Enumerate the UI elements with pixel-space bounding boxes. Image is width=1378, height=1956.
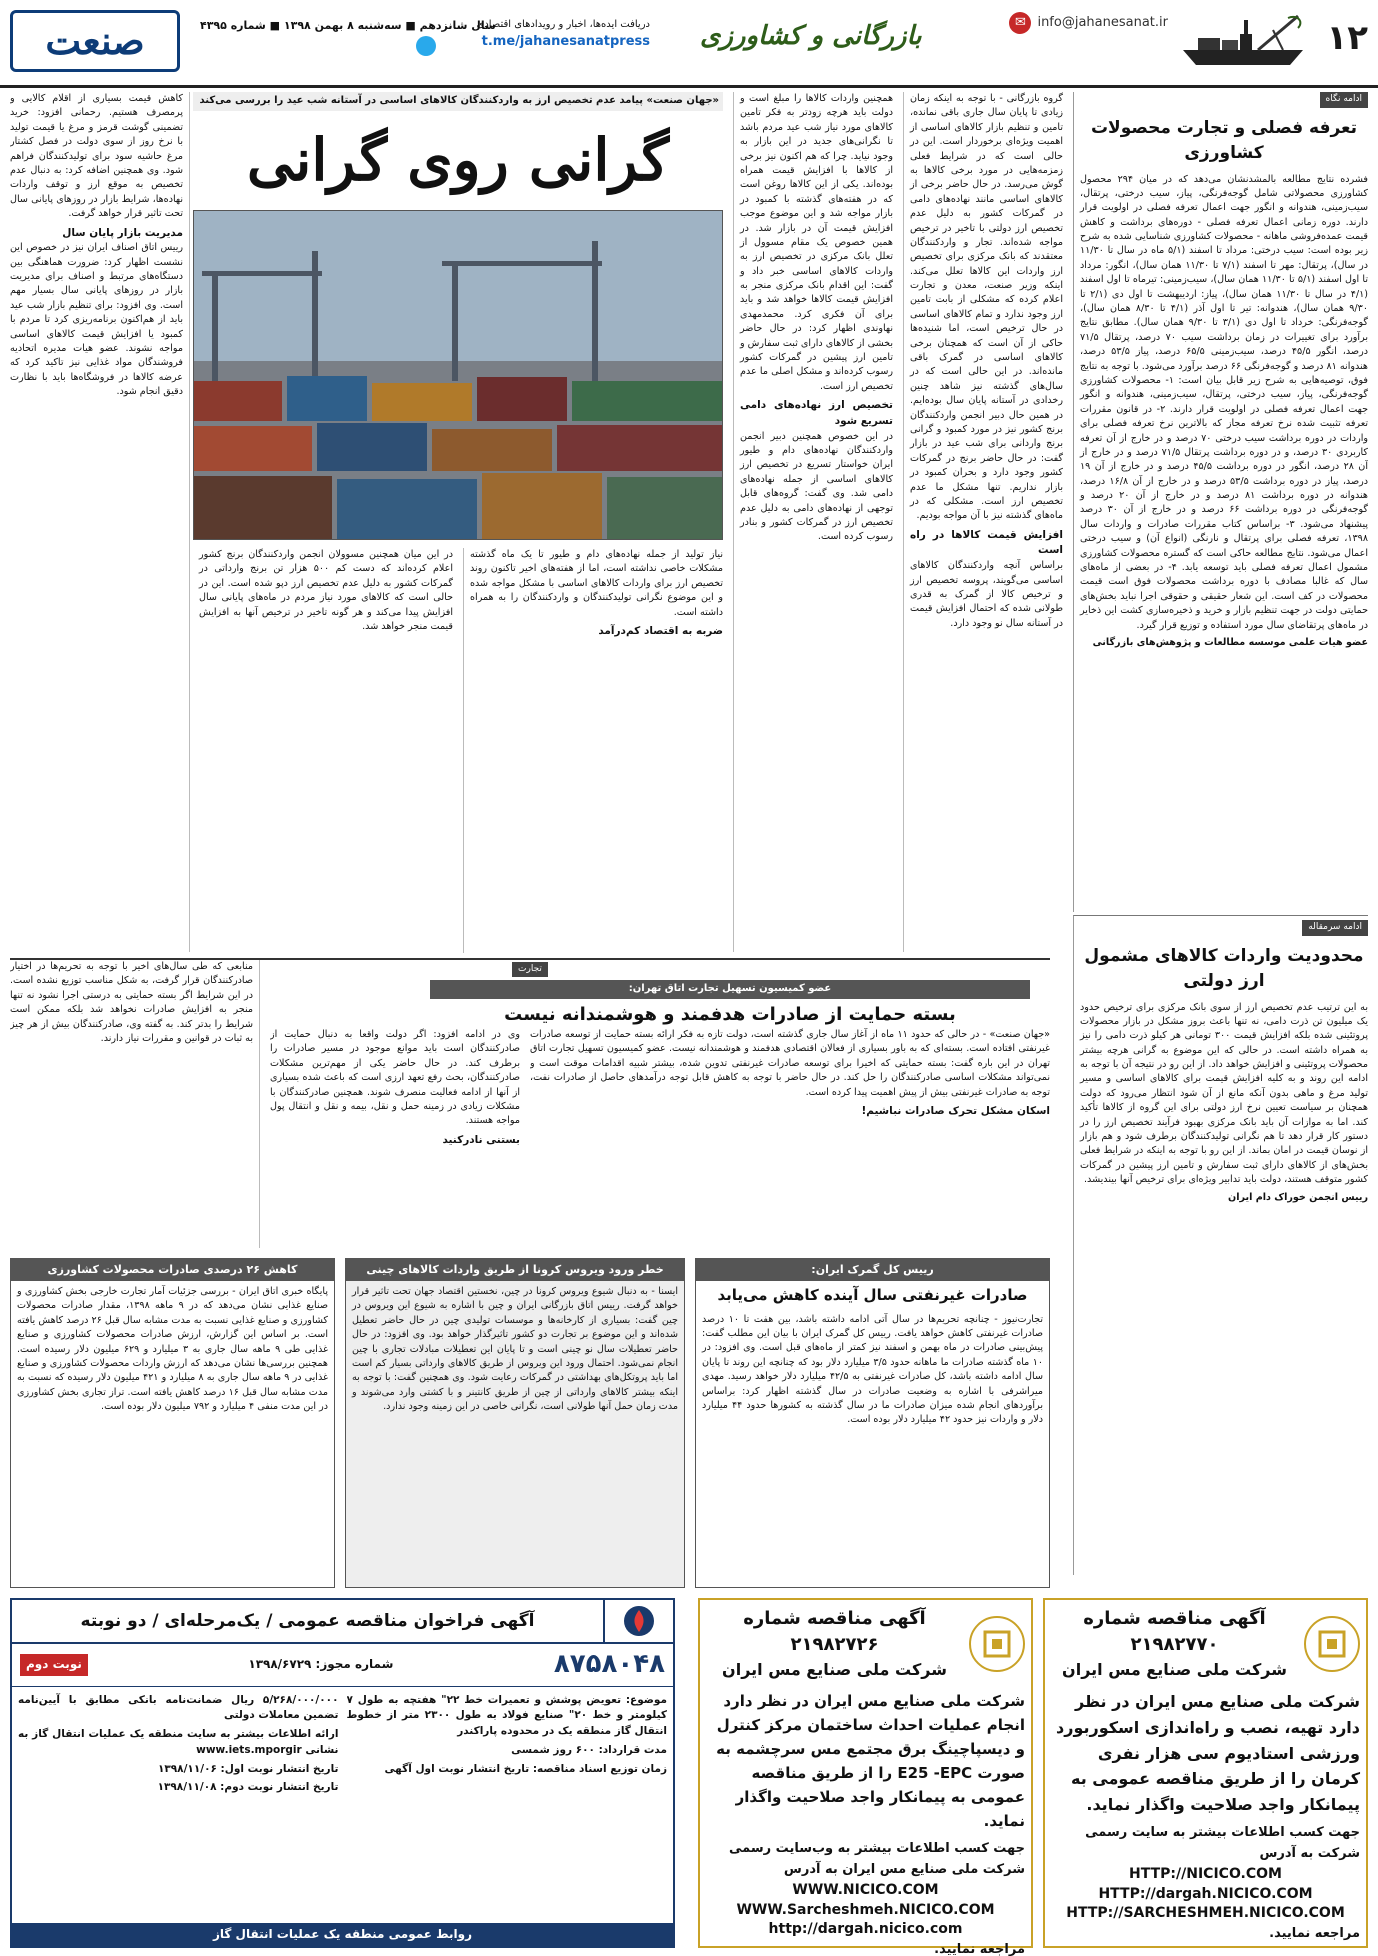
company-logo-icon	[969, 1616, 1025, 1672]
subheading: افزایش قیمت کالاها در راه است	[910, 528, 1063, 557]
ad-number: ۸۷۵۸۰۴۸	[553, 1649, 665, 1679]
author-note: رییس انجمن خوراک دام ایران	[1228, 1191, 1368, 1203]
ad-contact: جهت کسب اطلاعات بیشتر به وب‌سایت رسمی شرکت ملی صنایع مس ایران به آدرس	[729, 1841, 1025, 1878]
article-body: گروه بازرگانی - با توجه به اینکه زمان زیادی تا پایان سال جاری باقی نمانده، تامین و تنظیم بازار کالاهای اساسی از اهمیت ویژه‌ای برخوردار است. این در حالی است که در شرایط فعلی زمزمه‌هایی در مورد برخی کالاها به گوش می‌رسد. در حال حاضر برخی از کالاهای اساسی مانند نهاده‌های دامی در گمرکات کشور به دلیل عدم تخصیص ارز دولتی با تاخیر در ترخیص مواجه شده‌اند. تجار و واردکنندگان معتقدند که بانک مرکزی برای تخصیص ارز واردات این کالاها تعلل می‌کند. اینکه وزیر صنعت، معدن و تجارت اعلام کرده که مشکلی از بابت تامین ارز وجود ندارد و تمام کالاهای اساسی در حال ترخیص است، اما شنیده‌ها حاکی از آن است که همچنان برخی کالاهای اساسی در گمرک باقی مانده‌اند. در این حالی است که در سال‌های گذشته نیز شاهد چنین رخدادی در آستانه پایان سال بوده‌ایم. در همین حال دبیر انجمن واردکنندگان برنج کشور نیز در مورد کمبود و گرانی برنج واردانی برای شب عید در بازار گفت: در حال حاضر برنج در گمرکات کشور وجود دارد و بحران کمبود در بازار نداریم. تنها مشکل ما عدم تخصیص ارز است. مشکلی که در ماه‌های گذشته نیز با آن مواجه بودیم.	[910, 93, 1063, 522]
ad-footer: روابط عمومی منطقه یک عملیات انتقال گاز	[12, 1923, 673, 1946]
column-5	[10, 92, 190, 952]
news-box-customs	[695, 1258, 1050, 1588]
middle-band	[10, 958, 1050, 1248]
subheading: مدیریت بازار پایان سال	[62, 226, 183, 239]
article-body	[270, 1028, 520, 1248]
article-title: تعرفه فصلی و تجارت محصولات کشاورزی	[1090, 117, 1358, 163]
ad-date: تاریخ انتشار نوبت دوم: ۱۳۹۸/۱۱/۰۸	[157, 1781, 339, 1794]
article-title: محدودیت واردات کالاهای مشمول ارز دولتی	[1084, 945, 1364, 991]
article-text: وی در ادامه افزود: اگر دولت واقعا به دنبال حمایت از صادرکنندگان است باید موانع موجود در مسیر صادرات را برطرف کند. در حال حاضر یکی از مهم‌ترین مشکلات صادرکنندگان، بحث رفع تعهد ارزی است که باعث شده بسیاری از آنها از ادامه فعالیت منصرف شوند. همچنین صادرکنندگان با مشکلات زیادی در زمینه حمل و نقل، بیمه و نقل و انتقال پول مواجه هستند.	[270, 1029, 520, 1127]
column-2	[903, 92, 1063, 952]
ad-deposit: ۵/۲۶۸/۰۰۰/۰۰۰ ریال ضمانت‌نامه بانکی مطابق با آیین‌نامه تضمین معاملات دولتی	[18, 1693, 339, 1722]
column-3	[733, 92, 893, 952]
box-body	[696, 1313, 1049, 1573]
article-title: بسته حمایت از صادرات هدفمند و هوشمندانه نیست	[504, 1004, 956, 1025]
page-header	[0, 0, 1378, 88]
article-body: همچنین واردات کالاها را مبلغ است و دولت باید هرچه زودتر به فکر تامین کالاهای مورد نیاز شب عید مردم باشد تا نگرانی‌های جدید در این بازار به وجود نیاید. چرا که هم اکنون نیز برخی از کالاها با افزایش قیمت همراه بوده‌اند. یکی از این کالاها روغن است که در هفته‌های گذشته با کمبود در بازار مواجه شد و این موضوع موجب افزایش قیمت آن در بازار شد. در همین خصوص یک مقام مسوول از تعلل بانک مرکزی در تخصیص ارز به واردات کالاهای اساسی خبر داد و گفت: این اقدام بانک مرکزی منجر به افزایش قیمت کالاها خواهد شد و باید برای آن فکری کرد. محمدمهدی نهاوندی اظهار کرد: در حال حاضر بخشی از کالاهای دارای ثبت سفارش و تامین ارز پیشین در گمرکات کشور رسوب کرده‌اند و مشکل اصلی ما عدم تخصیص ارز است.	[740, 93, 893, 392]
ad-url[interactable]: HTTP://NICICO.COM	[1129, 1865, 1282, 1882]
box-text: تجارت‌نیوز - چنانچه تحریم‌ها در سال آتی ادامه داشته باشد، بین هفت تا ۱۰ درصد صادرات غیرنفتی کاهش خواهد یافت. رییس کل گمرک ایران با بیان این مطلب گفت: پیش‌بینی صادرات در ماه بهمن و اسفند نیز کمتر از ماه‌های قبل است. وی افزود: در ۱۰ ماه گذشته صادرات ما ماهانه حدود ۳/۵ میلیارد دلار بود که چنانچه این روند تا پایان سال ادامه داشته باشد، کل صادرات غیرنفتی به ۴۲/۵ میلیارد دلار خواهد رسید. مهدی میراشرفی با اشاره به وضعیت صادرات در سال گذشته اظهار کرد: براساس برآوردهای انجام شده میزان صادرات ما در سال گذشته به کشورها حدود ۴۴ میلیارد دلار و واردات نیز حدود ۴۲ میلیارد دلار بوده است.	[702, 1313, 1044, 1426]
page-number: ۱۲	[1326, 18, 1368, 58]
email-contact[interactable]	[1009, 12, 1168, 34]
kicker: ادامه نگاه	[1320, 92, 1368, 108]
subheading: ضربه به اقتصاد کم‌درآمد	[598, 624, 723, 637]
box-title: کاهش ۲۶ درصدی صادرات محصولات کشاورزی	[11, 1259, 334, 1281]
article-body: در این خصوص همچنین دبیر انجمن واردکنندگان نهاده‌های دام و طیور ایران خواستار تسریع در تخصیص ارز کالاهای اساسی از جمله نهاده‌های دامی شد. وی گفت: گروه‌های قابل توجهی از نهاده‌های دامی به دلیل عدم تخصیص ارز در گمرکات کشور و بنادر رسوب کرده است.	[740, 430, 893, 543]
section-title: بازرگانی و کشاورزی	[700, 21, 922, 51]
ad-details-right	[347, 1693, 668, 1917]
ad-distribution: زمان توزیع اسناد مناقصه: تاریخ انتشار نوبت اول آگهی	[384, 1762, 667, 1775]
article-body: در این میان همچنین مسوولان انجمن واردکنندگان برنج کشور اعلام کرده‌اند که دست کم ۵۰۰ هزار تن برنج وارداتی در گمرکات کشور به دلیل عدم تخصیص ارز دپو شده است. این در حالی است که کالاهای مورد نیاز مردم در ماه‌های پایانی سال افزایش پیدا می‌کند و هر گونه تاخیر در ترخیص آنها به افزایش قیمت منجر خواهد شد.	[199, 549, 453, 632]
telegram-icon	[416, 36, 436, 56]
main-story-left	[193, 548, 453, 953]
kicker: تجارت	[512, 962, 548, 977]
email-icon: ✉	[1009, 12, 1031, 34]
telegram-handle[interactable]: t.me/jahanesanatpress	[481, 33, 650, 49]
ad-url[interactable]: HTTP://dargah.NICICO.COM	[1098, 1885, 1313, 1902]
box-body	[346, 1281, 684, 1581]
ad-url[interactable]: WWW.Sarcheshmeh.NICICO.COM	[736, 1901, 995, 1918]
email-text: info@jahanesanat.ir	[1037, 14, 1168, 30]
box-subtitle: صادرات غیرنفتی سال آینده کاهش می‌یابد	[717, 1285, 1028, 1304]
containers-illustration	[193, 211, 722, 540]
ad-date: تاریخ انتشار نوبت اول: ۱۳۹۸/۱۱/۰۶	[157, 1762, 339, 1775]
article-text: «جهان صنعت» - در حالی که حدود ۱۱ ماه از آغاز سال جاری گذشته است، دولت تازه به فکر ارائه بسته حمایت از توسعه صادرات غیرنفتی افتاده است. بسته‌ای که به باور بسیاری از فعالان اقتصادی هدفمند و هوشمندانه نیست. عضو کمیسیون تسهیل تجارت اتاق تهران در این باره گفت: بسته حمایتی که اخیرا برای توسعه صادرات غیرنفتی تدوین شده، بیشتر شبیه اقدامات موقت است و نمی‌تواند مشکلات اساسی صادرکنندگان را حل کند. در حال حاضر با توجه به کاهش قابل توجه درآمدهای حاصل از صادرات نفت، توجه به صادرات غیرنفتی بیش از پیش اهمیت پیدا کرده است.	[530, 1029, 1050, 1098]
subheading: اسکان مشکل تحرک صادرات نباشیم!	[861, 1104, 1050, 1117]
ad-duration: مدت قرارداد: ۶۰۰ روز شمسی	[511, 1743, 667, 1756]
tender-ad-copper-2[interactable]	[698, 1598, 1033, 1956]
right-column	[1073, 92, 1368, 912]
article-body: رییس اتاق اصناف ایران نیز در خصوص این نشست اظهار کرد: ضرورت هماهنگی بین دستگاه‌های مرتبط و اصناف برای مدیریت بازار در روزهای پایانی سال بسیار مهم است. وی افزود: برای تنظیم بازار شب عید باید از هم‌اکنون برنامه‌ریزی کرد تا مردم با کمبود یا افزایش قیمت کالاهای اساسی مواجه نشوند. عضو هیات مدیره اتحادیه فروشندگان مواد غذایی نیز تاکید کرد که عرضه کالاها در فروشگاه‌ها باید با نظارت دقیق انجام شود.	[10, 242, 183, 398]
subheading: بستنی نادرکنید	[442, 1133, 520, 1146]
ad-permit: شماره مجوز: ۱۳۹۸/۶۷۲۹	[248, 1657, 394, 1672]
ad-company: شرکت ملی صنایع مس ایران	[722, 1660, 947, 1680]
box-title: خطر ورود ویروس کرونا از طریق واردات کالاهای چینی	[346, 1259, 684, 1281]
box-title: رییس کل گمرک ایران:	[696, 1259, 1049, 1281]
ad-footer: مراجعه نمایید.	[934, 1941, 1025, 1956]
sub-kicker: عضو کمیسیون تسهیل تجارت اتاق تهران:	[430, 980, 1030, 999]
tender-ad-gas[interactable]	[10, 1598, 675, 1948]
author-note: عضو هیات علمی موسسه مطالعات و پژوهش‌های بازرگانی	[1092, 637, 1368, 648]
article-body	[10, 960, 260, 1248]
tender-ad-copper-1[interactable]	[1043, 1598, 1368, 1948]
main-lead: «جهان صنعت» پیامد عدم تخصیص ارز به واردکنندگان کالاهای اساسی در آستانه شب عید را بررسی می‌کند	[193, 92, 723, 111]
ad-url[interactable]: http://dargah.nicico.com	[768, 1921, 963, 1938]
article-body: فشرده نتایج مطالعه بالمشدنشان می‌دهد که در میان ۲۹۴ محصول کشاورزی محصولاتی شامل گوجه‌فرنگی، پیاز، سیب درختی، پرتقال، سیب‌زمینی، هندوانه و انگور جهت اعمال تعرفه فصلی در اولویت قرار دارند. دوره زمانی اعمال تعرفه فصلی - دوره‌های برداشت و کاهش قیمت عمده‌فروشی ماهانه - محصولات کشاورزی شناسایی شده به شرح زیر بوده است: سیب درختی: مرداد تا اسفند (۵/۱ ماه در سال تا ۱۱/۳۰ در سال)، پرتقال: مهر تا اسفند (۷/۱ تا ۱۱/۳۰ همان سال)، انگور: مرداد تا اول اسفند (۵/۱ تا ۱۱/۳۰ همان سال)، سیب‌زمینی: تیرماه تا اول اسفند (۴/۱ در سال تا ۱۱/۳۰ همان سال)، پیاز: اردیبهشت تا اول دی (۲/۱ تا ۹/۳۰ همان سال)، هندوانه: تیر تا اول آذر (۴/۱ تا ۸/۳۰ همان سال)، گوجه‌فرنگی: خرداد تا اول دی (۳/۱ تا ۹/۳۰ همان سال). مطابق نتایج برآورد برای تغییرات در زمان برداشت سیب ۷۰ درصد، پرتقال ۷۱/۵ درصد، انگور ۴۵/۵ درصد، سیب‌زمینی ۶۵/۵ درصد، پیاز ۵۳/۵ درصد، هندوانه ۸۱ درصد و گوجه‌فرنگی ۶۶ درصد برآورد می‌شود. با توجه به نتایج فوق، توصیه‌هایی به شرح زیر قابل بیان است: ۱- محصولات کشاورزی گوجه‌فرنگی، پیاز، سیب درختی، پرتقال، سیب‌زمینی، هندوانه و انگور جهت اعمال تعرفه فصلی در اولویت قرار دارند. ۲- در قانون مقررات تعرفه تثبیت شده نرخ تعرفه مجاز که بالاترین نرخ تعرفه فصلی برای واردات در دوره برداشت سیب درختی ۷۰ درصد و در خارج از آن تعرفه کاربردی ۳۰ درصد، و در دوره برداشت پرتقال ۷۱/۵ درصد و در خارج از آن ۲۸ درصد، انگور در دوره برداشت ۴۵/۵ درصد و در خارج از آن ۱۹ درصد، پیاز در دوره برداشت ۵۳/۵ درصد و در خارج از آن ۱۶/۸ درصد، هندوانه در دوره برداشت ۸۱ درصد و در خارج از آن ۲۰ درصد و گوجه‌فرنگی در دوره برداشت ۶۶ درصد و در خارج از آن ۳۰ درصد پیشنهاد می‌شود. ۳- براساس کتاب مقررات صادرات و واردات سال ۱۳۹۸، تعرفه فصلی برای پرتقال و نارنگی (انواع آن) و سیب درختی اعمال می‌شود. نتایج مطالعه حاکی است که گستره محصولات کشاورزی مشمول اعمال تعرفه فصلی باید توسعه یابد. ۴- در بعضی از ماه‌های سال که غالبا مصادف با دوره برداشت محصولات فوق است قیمت محصولات در کف است. این شعار حقیقی و حقوقی اجرا نباید بخش‌های حمایتی دولت در جهت تنظیم بازار و خرید و ذخیره‌سازی کشت این ذخایر در ماه‌های پرتقاضای سال مورد استفاده و توزیع قرار گیرد.	[1080, 173, 1368, 631]
box-text: پایگاه خبری اتاق ایران - بررسی جزئیات آمار تجارت خارجی بخش کشاورزی و صنایع غذایی نشان می‌دهد که در ۹ ماهه ۱۳۹۸، مقدار صادرات محصولات کشاورزی و صنایع غذایی نسبت به مدت مشابه سال قبل ۲۶ درصد کاهش یافته است. بر اساس این گزارش، ارزش صادرات محصولات کشاورزی و صنایع غذایی طی ۹ ماهه سال جاری به ۳ میلیارد و ۶۲۹ میلیون دلار رسیده است. همچنین بررسی‌ها نشان می‌دهد که ارزش واردات محصولات کشاورزی و صنایع غذایی در ۹ ماهه سال جاری به ۸ میلیارد و ۴۲۱ میلیون دلار رسیده که نسبت به مدت مشابه سال قبل ۱۶ درصد کاهش یافته است. تراز تجاری بخش کشاورزی در این مدت منفی ۴ میلیارد و ۷۹۲ میلیون دلار بوده است.	[17, 1285, 329, 1413]
box-text: ایسنا - به دنبال شیوع ویروس کرونا در چین، نخستین اقتصاد جهان تحت تاثیر قرار خواهد گرفت. رییس اتاق بازرگانی ایران و چین با اشاره به شیوع این ویروس در چین گفت: بسیاری از کارخانه‌ها و موسسات تولیدی چین در حال حاضر تعطیل شده‌اند و این موضوع بر تجارت دو کشور تاثیرگذار خواهد بود. وی افزود: در حال حاضر تعطیلات سال نو چینی است و تا پایان این تعطیلات مبادلات تجاری با چین انجام نمی‌شود. احتمال ورود این ویروس از طریق کالاهای وارداتی بسیار کم است اما باید پروتکل‌های بهداشتی در گمرکات رعایت شود. وی همچنین گفت: با توجه به اینکه بیشتر کالاهای وارداتی از چین از طریق کانتینر و با کشتی وارد می‌شوند و مدت زمان حمل آنها طولانی است، نگرانی خاصی در این زمینه وجود ندارد.	[352, 1285, 678, 1413]
ad-url[interactable]: WWW.NICICO.COM	[792, 1881, 939, 1898]
right-column-editorial	[1073, 915, 1368, 1575]
article-body: به این ترتیب عدم تخصیص ارز از سوی بانک مرکزی برای ترخیص حدود یک میلیون تن ذرت دامی، نه تنها باعث بروز مشکل در بازار محصولات پروتئینی شده بلکه افزایش قیمت ۳۰۰ تومانی هر کیلو ذرت دامی را نیز به همراه داشته است. در حالی که این موضوع به گرانی هرچه بیشتر محصولات پروتئینی و افزایش خواهد داد. از این رو در نتیجه آن با توجه به ادامه این روند و به کلیه افزایش قیمت برای کالاهای اساسی و مسیر تولید مرغ و ماهی بدون آنکه مانع از آن شود انتظار می‌رود که دولت همچنان بر سیاست تعیین نرخ ارز دولتی برای این گروه از کالاها تأکید کند. اما به موازات آن باید بانک مرکزی بهبود فرآیند تخصیص ارز را در دستور کار قرار دهد تا هم نگرانی تولیدکنندگان برطرف شود و هم بازار از نوسان قیمت در امان بماند. از این رو با توجه به اینکه در شرایط فعلی بخش‌های از کالاهای دارای ثبت سفارش و تامین ارز پیشین در گمرکات کشور متوقف هستند، دولت باید تدابیر ویژه‌ای برای ترخیص آنها بیندیشد.	[1080, 1001, 1368, 1186]
ad-subject: موضوع: تعویض پوشش و تعمیرات خط ۲۲" هفتچه به طول ۷ کیلومتر و خط ۲۰" صنایع فولاد به طول ۲۳۰۰ متر از خطوط انتقال گاز منطقه یک در محدوده پاراکندر	[346, 1693, 667, 1738]
article-body: براساس آنچه واردکنندگان کالاهای اساسی می‌گویند، پروسه تخصیص ارز و ترخیص کالا از گمرک به قدری طولانی شده که احتمال افزایش قیمت در آستانه سال نو وجود دارد.	[910, 560, 1063, 629]
article-text: منابعی که طی سال‌های اخیر با توجه به تحریم‌ها در اختیار صادرکنندگان قرار گرفت، به شکل مناسب توزیع نشده است. در این شرایط اگر بسته حمایتی به درستی اجرا نشود نه تنها منجر به افزایش صادرات نخواهد شد بلکه ممکن است شرایط را بدتر کند. به گفته وی، صادرکنندگان بیش از هر چیز به ثبات در قوانین و مقررات نیاز دارند.	[10, 961, 253, 1044]
ad-footer: مراجعه نمایید.	[1269, 1925, 1360, 1941]
ad-title: آگهی فراخوان مناقصه عمومی / یک‌مرحله‌ای / دو نوبته	[80, 1610, 535, 1631]
ad-round-badge: نوبت دوم	[20, 1654, 88, 1675]
cargo-ship-icon	[1178, 10, 1308, 70]
ad-body: شرکت ملی صنایع مس ایران در نظر دارد تهیه، نصب و راه‌اندازی اسکوربورد ورزشی استادیوم سی هزار نفری کرمان را از طریق مناقصه عمومی به پیمانکار واجد صلاحیت واگذار نماید.	[1056, 1692, 1360, 1814]
subheading: تخصیص ارز نهاده‌های دامی تسریع شود	[740, 399, 893, 427]
ad-details-left	[18, 1693, 339, 1917]
issue-info: سال شانزدهم ■ سه‌شنبه ۸ بهمن ۱۳۹۸ ■ شماره ۴۳۹۵	[200, 19, 496, 32]
ad-body: شرکت ملی صنایع مس ایران در نظر دارد انجام عملیات احداث ساختمان مرکز کنترل و دیسپاچینگ برق مجتمع مس سرچشمه به صورت E25 -EPC را از طریق مناقصه عمومی به پیمانکار واجد صلاحیت واگذار نماید.	[716, 1692, 1025, 1831]
main-story-right	[463, 548, 723, 953]
ad-title: آگهی مناقصه شماره ۲۱۹۸۲۷۲۶	[743, 1608, 926, 1656]
main-headline: گرانی روی گرانی	[246, 126, 670, 194]
newspaper-logo: صنعت	[10, 10, 180, 72]
news-box-corona	[345, 1258, 685, 1588]
ad-url[interactable]: HTTP://SARCHESHMEH.NICICO.COM	[1066, 1905, 1345, 1922]
ad-contact: جهت کسب اطلاعات بیشتر به سایت رسمی شرکت به آدرس	[1085, 1825, 1360, 1862]
article-body: کاهش قیمت بسیاری از اقلام کالایی و پرمصرف هستیم. رحمانی افزود: خرید تضمینی گوشت قرمز و مرغ یا قیمت تولید با نرخ روز از سوی دولت در فصل کشتار مرغ حاشیه سود برای تولیدکنندگان فراهم شود. وی همچنین اضافه کرد: به دنبال عدم تخصیص به موقع ارز و توقف واردات نهاده‌ها، شرایط بازار در روزهای پایانی سال تحت تاثیر قرار خواهد گرفت.	[10, 93, 183, 220]
ad-info[interactable]: ارائه اطلاعات بیشتر به سایت منطقه یک عملیات انتقال گاز به نشانی www.iets.mporgir	[18, 1728, 339, 1756]
article-body: نیاز تولید از جمله نهاده‌های دام و طیور تا یک ماه گذشته مشکلات خاصی نداشته است، اما از هفته‌های اخیر تاکنون روند تخصیص ارز برای واردات کالاهای اساسی با مشکل مواجه شده و این موضوع نگرانی تولیدکنندگان و واردکنندگان را به همراه داشته است.	[470, 549, 723, 618]
ad-company: شرکت ملی صنایع مس ایران	[1062, 1660, 1287, 1680]
company-logo-icon	[1304, 1616, 1360, 1672]
news-box-agri	[10, 1258, 335, 1588]
box-body	[11, 1281, 334, 1581]
gas-company-logo-icon	[603, 1599, 673, 1643]
ad-title: آگهی مناقصه شماره ۲۱۹۸۲۷۷۰	[1083, 1608, 1266, 1656]
port-containers-photo	[193, 210, 723, 540]
kicker: ادامه سرمقاله	[1302, 920, 1368, 936]
telegram-text: دریافت ایده‌ها، اخبار و رویدادهای اقتصادی	[476, 19, 650, 30]
article-body	[530, 1028, 1050, 1248]
